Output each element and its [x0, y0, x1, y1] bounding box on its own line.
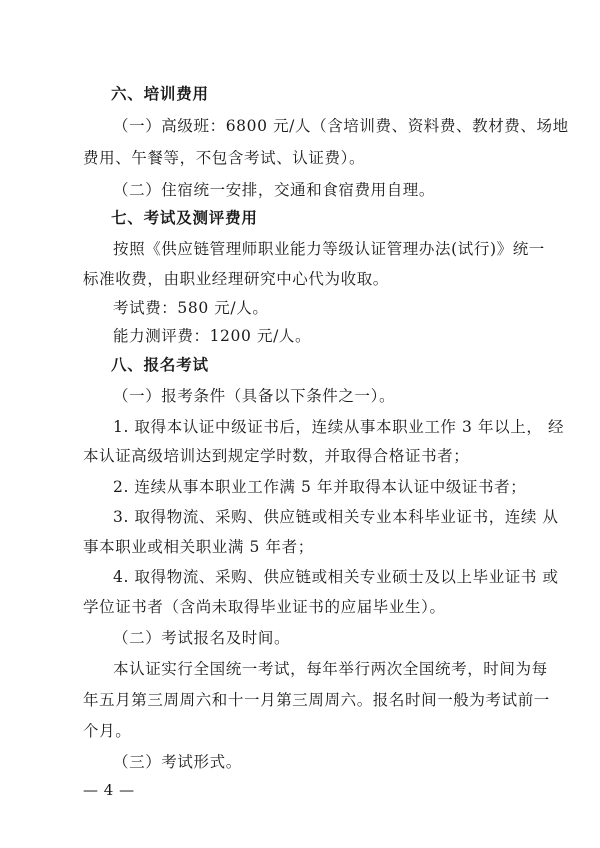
registration-time-line-2: 年五月第三周周六和十一月第三周周六。报名时间一般为考试前一: [83, 691, 550, 709]
condition-4-line-2: 学位证书者（含尚未取得毕业证书的应届毕业生）。: [83, 598, 446, 616]
page-number: — 4 —: [83, 781, 135, 799]
condition-2: 2. 连续从事本职业工作满 5 年并取得本认证中级证书者；: [113, 478, 527, 496]
registration-time-line-3: 个月。: [83, 722, 132, 740]
training-fee-item-1-line-2: 费用、午餐等，不包含考试、认证费）。: [83, 149, 366, 167]
training-fee-item-1-line-1: （一）高级班：6800 元/人（含培训费、资料费、教材费、场地: [113, 117, 569, 135]
exam-fee-paragraph-line-2: 标准收费，由职业经理研究中心代为收取。: [83, 270, 389, 288]
assessment-fee: 能力测评费：1200 元/人。: [113, 327, 312, 345]
training-fee-item-2: （二）住宿统一安排，交通和食宿费用自理。: [113, 181, 436, 199]
section-heading-registration: 八、报名考试: [111, 356, 209, 374]
registration-time-title: （二）考试报名及时间。: [113, 629, 291, 647]
section-heading-exam-fees: 七、考试及测评费用: [111, 209, 258, 227]
exam-fee: 考试费：580 元/人。: [113, 299, 269, 317]
section-heading-training-fees: 六、培训费用: [111, 85, 209, 103]
exam-format-title: （三）考试形式。: [113, 753, 242, 771]
condition-3-line-1: 3. 取得物流、采购、供应链或相关专业本科毕业证书，连续 从: [113, 508, 559, 526]
condition-1-line-1: 1. 取得本认证中级证书后，连续从事本职业工作 3 年以上， 经: [113, 418, 565, 436]
condition-1-line-2: 本认证高级培训达到规定学时数，并取得合格证书者；: [83, 447, 470, 465]
exam-fee-paragraph-line-1: 按照《供应链管理师职业能力等级认证管理办法(试行)》统一: [113, 240, 545, 258]
registration-conditions-title: （一）报考条件（具备以下条件之一）。: [113, 387, 396, 405]
registration-time-line-1: 本认证实行全国统一考试，每年举行两次全国统考，时间为每: [113, 660, 548, 678]
condition-3-line-2: 事本职业或相关职业满 5 年者；: [83, 538, 314, 556]
condition-4-line-1: 4. 取得物流、采购、供应链或相关专业硕士及以上毕业证书 或: [113, 568, 559, 586]
